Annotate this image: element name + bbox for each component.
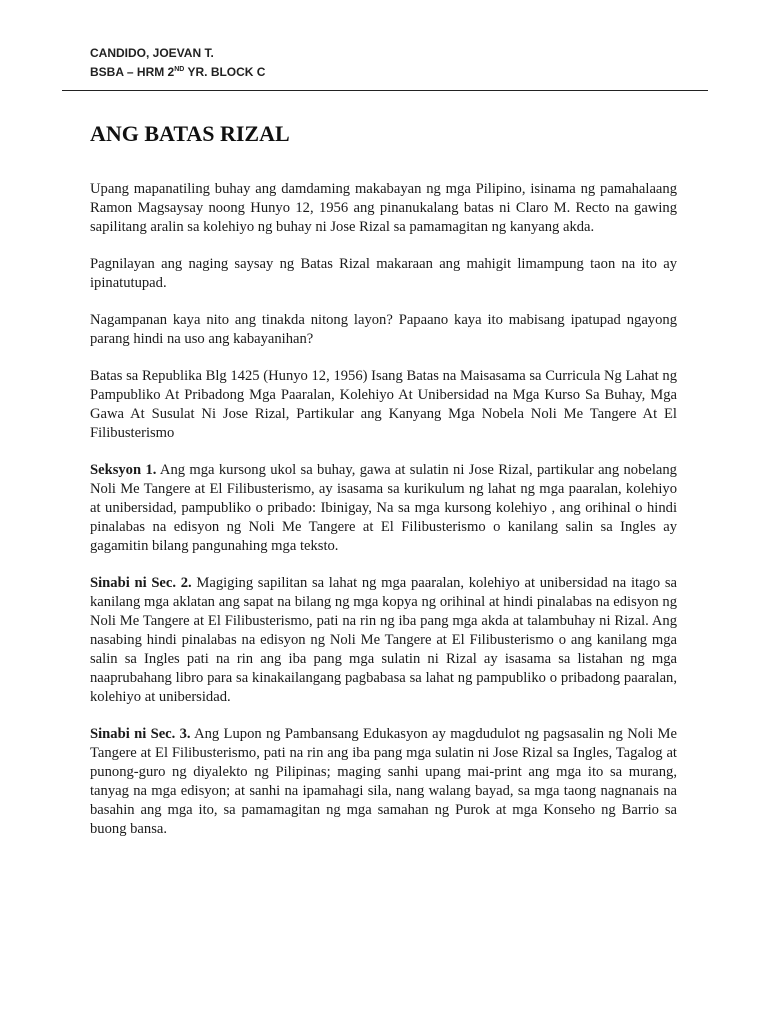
- document-title: ANG BATAS RIZAL: [90, 121, 290, 146]
- author-name: CANDIDO, JOEVAN T.: [90, 46, 214, 60]
- section-1-label: Seksyon 1.: [90, 462, 157, 478]
- section-2-paragraph: [90, 574, 677, 707]
- course-prefix: BSBA – HRM 2: [90, 65, 175, 79]
- reflection-paragraph: Pagnilayan ang naging saysay ng Batas Rizal makaraan ang mahigit limampung taon na ito ay ipinatutupad.: [90, 256, 677, 291]
- section-2-text: Magiging sapilitan sa lahat ng mga paaralan, kolehiyo at unibersidad na itago sa kanilang mga aklatan ang sapat na bilang ng mga kopya ng orihinal at hindi pinalabas na edisyon ng Noli Me Tangere at El Filibusterismo, pati na rin ng iba pang mga akda at talambuhay ni Rizal. Ang nasabing hindi pinalabas na edisyon ng Noli Me Tangere at El Filibusterismo o ang kanilang mga salin sa Ingles pati na rin ang iba pang mga sulatin ni Rizal ay isasama sa listahan ng mga naaprubahang libro para sa kinakailangang pagbabasa sa lahat ng pampubliko o pribadong paaralan, kolehiyo at unibersidad.: [90, 575, 677, 705]
- section-3-text: Ang Lupon ng Pambansang Edukasyon ay magdudulot ng pagsasalin ng Noli Me Tangere at El Filibusterismo, pati na rin ang iba pang mga sulatin ni Jose Rizal sa Ingles, Tagalog at punong-guro ng diyalekto ng Pilipinas; maging sanhi upang mai-print ang mga ito sa murang, tanyag na mga edisyon; at sanhi na ipamahagi sila, nang walang bayad, sa mga taong nagnanais na basahin ang mga ito, sa pamamagitan ng mga samahan ng Purok at mga Konseho ng Barrio sa buong bansa.: [90, 726, 677, 837]
- course-superscript: ND: [174, 66, 185, 73]
- section-1-text: Ang mga kursong ukol sa buhay, gawa at sulatin ni Jose Rizal, partikular ang nobelang Noli Me Tangere at El Filibusterismo, ay isasama sa kurikulum ng lahat ng mga paaralan, kolehiyo at unibersidad, pampubliko o pribado: Ibinigay, Na sa mga kursong kolehiyo , ang orihinal o hindi pinalabas na edisyon ng Noli Me Tangere at El Filibusterismo o kanilang salin sa Ingles ay gagamitin bilang pangunahing mga teksto.: [90, 462, 677, 554]
- section-2-label: Sinabi ni Sec. 2.: [90, 575, 192, 591]
- question-paragraph: Nagampanan kaya nito ang tinakda nitong layon? Papaano kaya ito mabisang ipatupad ngayong parang hindi na uso ang kabayanihan?: [90, 312, 677, 347]
- law-title-paragraph: Batas sa Republika Blg 1425 (Hunyo 12, 1956) Isang Batas na Maisasama sa Curricula Ng Lahat ng Pampubliko At Pribadong Mga Paaralan, Kolehiyo At Unibersidad na Mga Kurso Sa Buhay, Mga Gawa At Susulat Ni Jose Rizal, Partikular ang Kanyang Mga Nobela Noli Me Tangere At El Filibusterismo: [90, 368, 677, 441]
- section-1-paragraph: [90, 461, 677, 556]
- document-header: [90, 44, 265, 82]
- intro-paragraph: Upang mapanatiling buhay ang damdaming makabayan ng mga Pilipino, isinama ng pamahalaang Ramon Magsaysay noong Hunyo 12, 1956 ang pinanukalang batas ni Claro M. Recto na gawing sapilitang aralin sa kolehiyo ng buhay ni Jose Rizal sa pamamagitan ng kanyang akda.: [90, 181, 677, 235]
- document-body: [90, 180, 677, 857]
- course-suffix: YR. BLOCK C: [184, 65, 266, 79]
- course-line: [90, 63, 265, 82]
- section-3-label: Sinabi ni Sec. 3.: [90, 726, 191, 742]
- header-divider: [62, 90, 708, 91]
- section-3-paragraph: [90, 725, 677, 839]
